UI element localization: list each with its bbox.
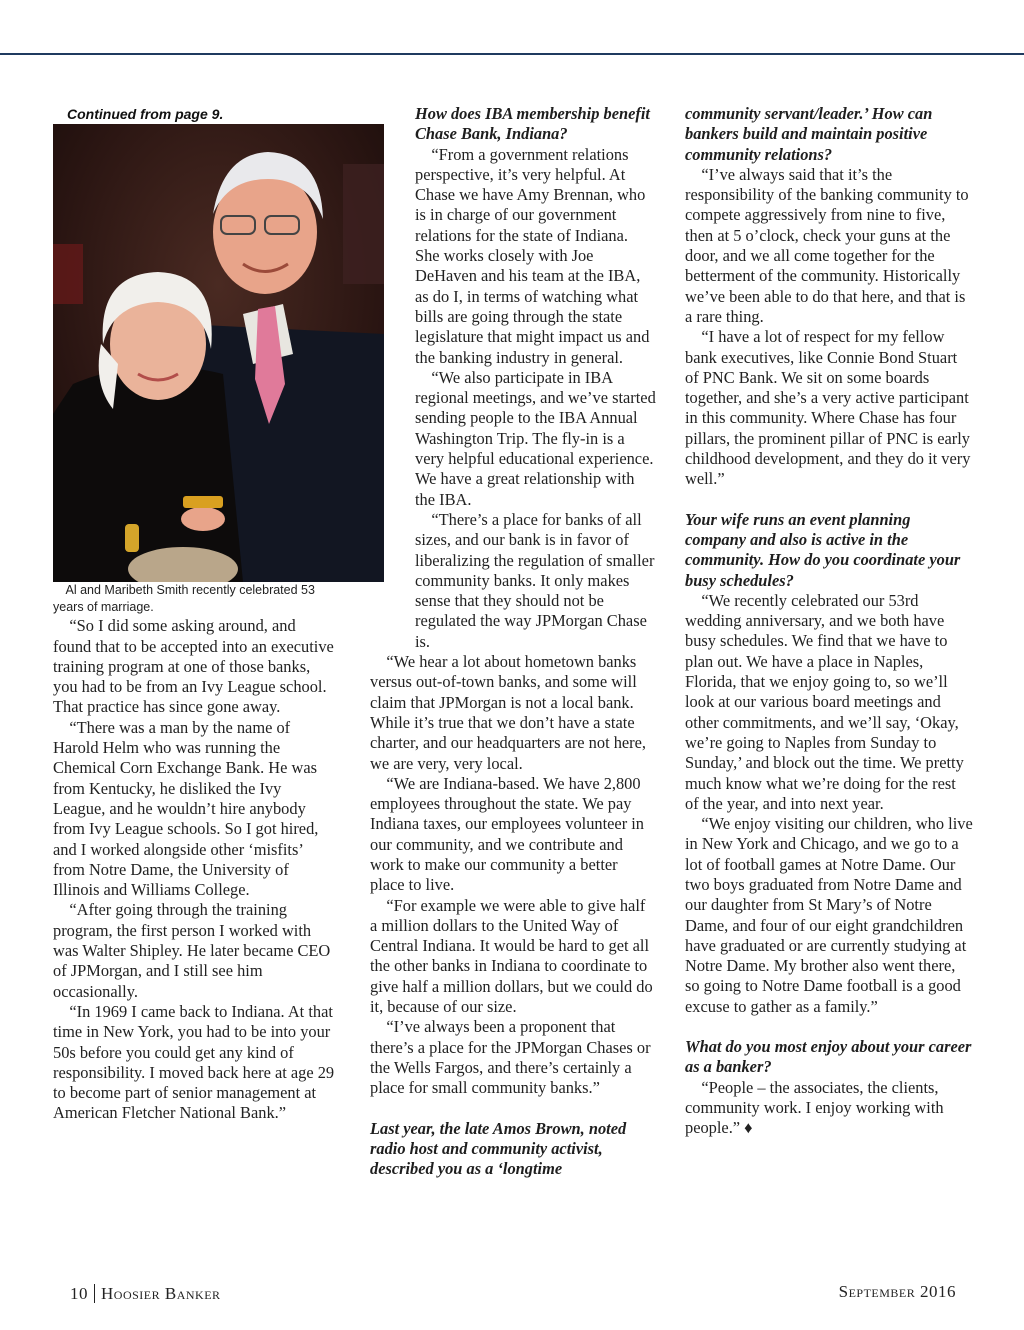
question-heading: community servant/leader.’ How can bankers build and maintain positive community relations?	[685, 104, 933, 164]
paragraph: “We are Indiana-based. We have 2,800 employees throughout the state. We pay Indiana taxes, our employees volunteer in our community, and we contribute and work to make our community a better place to live.	[370, 773, 644, 895]
paragraph: “We also participate in IBA regional meetings, and we’ve started sending people to the IBA Annual Washington Trip. The fly-in is a very helpful educational experience. We have a great relationship with the IBA.	[415, 367, 656, 509]
paragraph: “There was a man by the name of Harold Helm who was running the Chemical Corn Exchange Bank. He was from Kentucky, he disliked the Ivy League, and he wouldn’t hire anybody from Ivy League schools. So I got hired, and I worked alongside other ‘misfits’ from Notre Dame, the University of Illinois and Williams College.	[53, 717, 319, 900]
paragraph: “There’s a place for banks of all sizes, and our bank is in favor of liberalizing the regulation of smaller community banks. It only makes sense that they should not be regulated the way JPMorgan Chase is.	[415, 509, 655, 651]
paragraph: “From a government relations perspective, it’s very helpful. At Chase we have Amy Brennan, who is in charge of our government relations for the state of Indiana. She works closely with Joe DeHaven and his team at the IBA, as do I, in terms of watching what bills are going through the state legislature that might impact us and the banking industry in general.	[415, 144, 650, 367]
couple-photo-image	[53, 124, 384, 582]
paragraph	[685, 1078, 973, 1139]
question-heading: Last year, the late Amos Brown, noted radio host and community activist, described you as a ‘longtime	[370, 1118, 627, 1179]
couple-photo	[53, 124, 384, 582]
header-rule	[0, 53, 1024, 55]
publication-name: Hoosier Banker	[101, 1284, 221, 1303]
paragraph: “After going through the training program, the first person I worked with was Walter Shipley. He later became CEO of JPMorgan, and I still see him occasionally.	[53, 900, 331, 1001]
issue-date: September 2016	[838, 1282, 956, 1301]
column-1	[53, 104, 335, 1124]
question-heading: How does IBA membership benefit Chase Bank, Indiana?	[415, 104, 650, 144]
paragraph: “For example we were able to give half a million dollars to the United Way of Central Indiana. It would be hard to get all the other banks in Indiana to coordinate to give half a million dollars, but we could do it, because of our size.	[370, 895, 653, 1017]
question-heading: What do you most enjoy about your career as a banker?	[685, 1037, 972, 1077]
column-2	[370, 104, 656, 1179]
paragraph: “I’ve always been a proponent that there’s a place for the JPMorgan Chases or the Wells Fargos, and there’s certainly a place for small community banks.”	[370, 1017, 651, 1098]
photo-caption: Al and Maribeth Smith recently celebrated 53 years of marriage.	[53, 583, 315, 615]
paragraph: “We recently celebrated our 53rd wedding anniversary, and we both have busy schedules. We find that we have to plan out. We have a place in Naples, Florida, that we enjoy going to, so we’ll look at our various board meetings and other commitments, and we’ll say, ‘Okay, we’re going to Naples from Sunday to Sunday,’ and block out the time. We pretty much know what we’re doing for the rest of the year, and into next year.	[685, 590, 964, 813]
paragraph: “I have a lot of respect for my fellow bank executives, like Connie Bond Stuart of PNC Bank. We sit on some boards together, and she’s a very active participant in this community. Where Chase has four pillars, the prominent pillar of PNC is early childhood development, and they do it very well.”	[685, 327, 971, 489]
paragraph: “In 1969 I came back to Indiana. At that time in New York, you had to be into your 50s before you could get any kind of responsibility. I moved back here at age 29 to become part of senior management at American Fletcher National Bank.”	[53, 1001, 335, 1123]
page-number: 10	[70, 1284, 95, 1303]
column-3	[685, 104, 973, 1139]
paragraph: “We hear a lot about hometown banks versus out-of-town banks, and some will claim that JPMorgan is not a local bank. While it’s true that we don’t have a state charter, and our headquarters are not here, we are very, very local.	[370, 652, 647, 773]
paragraph: “We enjoy visiting our children, who live in New York and Chicago, and we go to a lot of football games at Notre Dame. Our two boys graduated from Notre Dame and our daughter from St Mary’s of Notre Dame, and four of our eight grandchildren have graduated or are currently studying at Notre Dame. My brother also went there, so going to Notre Dame football is a good excuse to gather as a family.”	[685, 814, 973, 1016]
paragraph: “So I did some asking around, and found that to be accepted into an executive training program at one of those banks, you had to be from an Ivy League school. That practice has since gone away.	[53, 616, 334, 717]
answer-text: “People – the associates, the clients, community work. I enjoy working with people.”	[685, 1077, 944, 1138]
footer-left	[70, 1284, 221, 1304]
paragraph: “I’ve always said that it’s the responsibility of the banking community to compete aggressively from nine to five, then at 5 o’clock, check your guns at the door, and we all come together for the betterment of the community. Historically we’ve been able to do that here, and that is a rare thing.	[685, 164, 969, 326]
end-mark-icon: ♦	[744, 1118, 753, 1138]
continued-note: Continued from page 9.	[67, 106, 224, 122]
question-heading: Your wife runs an event planning company and also is active in the community. How do you coordinate your busy schedules?	[685, 509, 961, 590]
